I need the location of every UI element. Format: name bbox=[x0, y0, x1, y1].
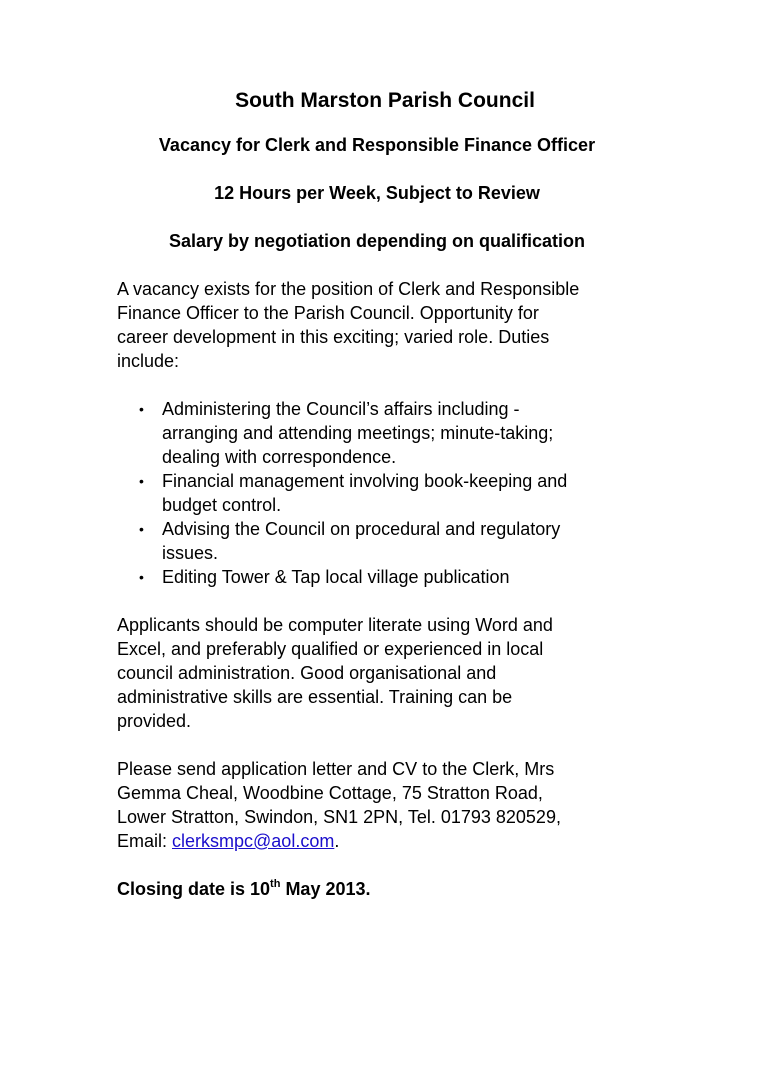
bullet-icon: • bbox=[139, 521, 144, 537]
list-item bbox=[117, 517, 637, 565]
duties-list bbox=[117, 397, 637, 589]
list-item-line: Financial management involving book-keeping and bbox=[162, 471, 568, 491]
vacancy-heading: Vacancy for Clerk and Responsible Finance Officer bbox=[158, 135, 596, 155]
contact-paragraph bbox=[117, 757, 637, 853]
closing-date bbox=[117, 877, 637, 901]
intro-paragraph bbox=[117, 277, 637, 373]
hours-heading: 12 Hours per Week, Subject to Review bbox=[214, 183, 540, 203]
contact-line: Lower Stratton, Swindon, SN1 2PN, Tel. 01793 820529, bbox=[117, 807, 561, 827]
contact-email-line bbox=[117, 829, 637, 853]
email-suffix: . bbox=[334, 831, 340, 851]
email-link[interactable]: clerksmpc@aol.com bbox=[172, 831, 335, 851]
intro-line: career development in this exciting; varied role. Duties bbox=[117, 327, 550, 347]
contact-line: Gemma Cheal, Woodbine Cottage, 75 Stratton Road, bbox=[117, 783, 543, 803]
list-item-line: budget control. bbox=[162, 495, 282, 515]
list-item-line: Editing Tower & Tap local village publication bbox=[162, 567, 510, 587]
email-label: Email: bbox=[117, 831, 173, 851]
requirements-line: Excel, and preferably qualified or experienced in local bbox=[117, 639, 544, 659]
salary-heading: Salary by negotiation depending on qualification bbox=[168, 231, 586, 251]
bullet-icon: • bbox=[139, 569, 144, 585]
list-item bbox=[117, 469, 637, 517]
intro-line: Finance Officer to the Parish Council. Opportunity for bbox=[117, 303, 539, 323]
page-title: South Marston Parish Council bbox=[235, 89, 535, 112]
list-item bbox=[117, 397, 637, 469]
list-item-line: dealing with correspondence. bbox=[162, 447, 397, 467]
list-item bbox=[117, 565, 637, 589]
closing-date-prefix: Closing date is 10 bbox=[117, 879, 271, 899]
requirements-line: Applicants should be computer literate using Word and bbox=[117, 615, 553, 635]
list-item-line: arranging and attending meetings; minute-taking; bbox=[162, 423, 554, 443]
list-item-line: Administering the Council’s affairs including - bbox=[162, 399, 520, 419]
bullet-icon: • bbox=[139, 401, 144, 417]
document-page bbox=[117, 88, 637, 901]
requirements-paragraph bbox=[117, 613, 637, 733]
intro-line: include: bbox=[117, 351, 180, 371]
bullet-icon: • bbox=[139, 473, 144, 489]
requirements-line: provided. bbox=[117, 711, 192, 731]
closing-date-superscript: th bbox=[270, 878, 281, 890]
contact-line: Please send application letter and CV to the Clerk, Mrs bbox=[117, 759, 555, 779]
closing-date-suffix: May 2013. bbox=[280, 879, 371, 899]
requirements-line: administrative skills are essential. Training can be bbox=[117, 687, 513, 707]
intro-line: A vacancy exists for the position of Clerk and Responsible bbox=[117, 279, 580, 299]
requirements-line: council administration. Good organisational and bbox=[117, 663, 497, 683]
list-item-line: issues. bbox=[162, 543, 219, 563]
list-item-line: Advising the Council on procedural and regulatory bbox=[162, 519, 561, 539]
